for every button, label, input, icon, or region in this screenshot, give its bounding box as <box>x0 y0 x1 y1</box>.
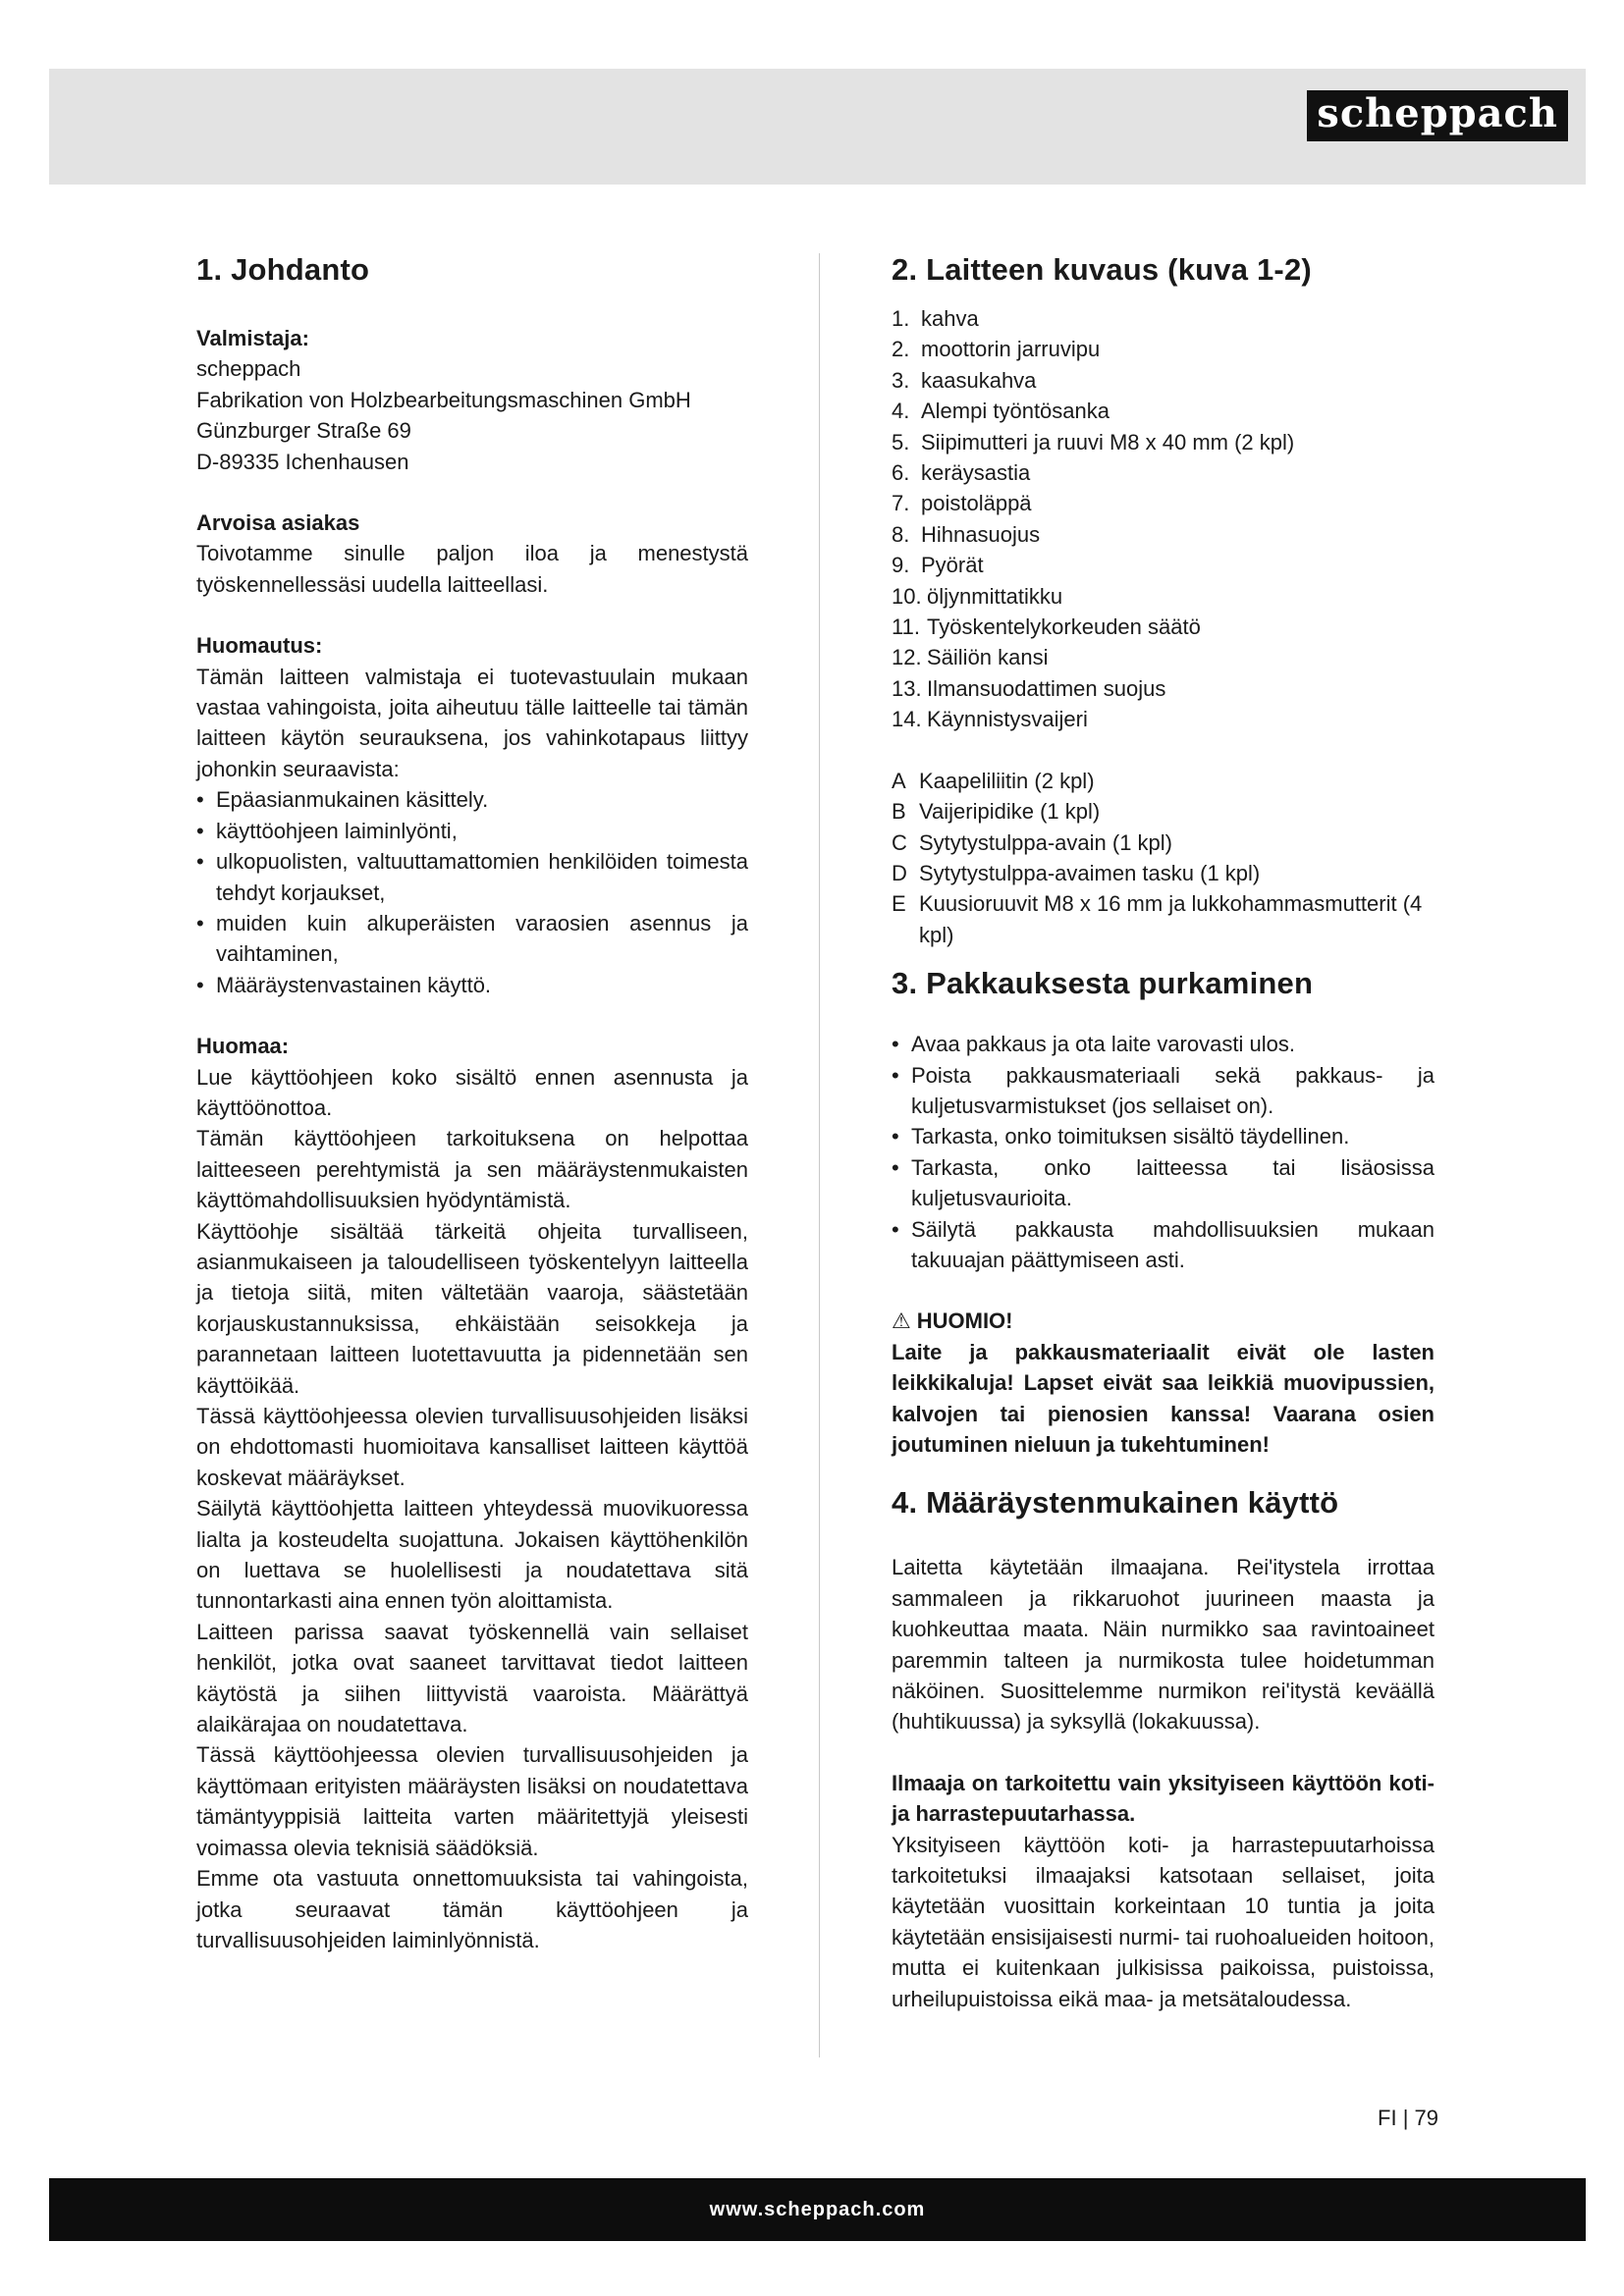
part-label: keräysastia <box>921 460 1031 486</box>
column-divider <box>819 253 820 2057</box>
attention-paragraph: Säilytä käyttöohjetta laitteen yhteydessä muovikuoressa lialta ja kosteudelta suojattuna. Jokaisen käyttöhenkilön on luettava se huolellisesti ja noudatettava sitä tunnontarkasti aina ennen työn aloittamista. <box>196 1496 748 1614</box>
section-heading-unpacking: 3. Pakkauksesta purkaminen <box>892 966 1314 1001</box>
accessories-list <box>892 766 1435 950</box>
part-label: Siipimutteri ja ruuvi M8 x 40 mm (2 kpl) <box>921 429 1295 454</box>
part-label: Hihnasuojus <box>921 521 1041 547</box>
list-item <box>892 673 1435 704</box>
list-item <box>892 365 1435 396</box>
note-bullet-list <box>196 784 748 1000</box>
part-label: kaasukahva <box>921 367 1037 393</box>
intended-use-text: Laitetta käytetään ilmaajana. Rei'itystela irrottaa sammaleen ja rikkaruohot juurineen maasta ja kuohkeuttaa maata. Näin nurmikko saa ravintoaineet paremmin talteen ja nurmikosta tulee hoidetumman näköinen. Suosittelemme nurmikon rei'itystä keväällä (huhtikuussa) ja syksyllä (lokakuussa). <box>892 1555 1435 1735</box>
list-item: • muiden kuin alkuperäisten varaosien asennus ja vaihtaminen, <box>196 908 748 970</box>
list-item <box>892 303 1435 334</box>
accessory-label: Sytytystulppa-avain (1 kpl) <box>919 829 1172 855</box>
intended-use-note: Ilmaaja on tarkoitettu vain yksityiseen käyttöön koti- ja harrastepuutarhassa. <box>892 1770 1435 1827</box>
list-item <box>892 457 1435 488</box>
part-number: 11. <box>892 614 920 640</box>
accessory-letter: A <box>892 768 906 793</box>
list-item: • Epäasianmukainen käsittely. <box>196 784 748 815</box>
accessory-label: Kaapeliliitin (2 kpl) <box>919 768 1095 793</box>
section-heading-intended-use: 4. Määräystenmukainen käyttö <box>892 1485 1339 1521</box>
part-number: 2. <box>892 337 910 362</box>
list-item <box>892 334 1435 364</box>
note-title: Huomautus: <box>196 633 323 659</box>
warning-title: HUOMIO! <box>916 1308 1013 1334</box>
accessory-letter: B <box>892 799 906 825</box>
part-number: 12. <box>892 645 922 670</box>
attention-paragraph: Lue käyttöohjeen koko sisältö ennen asennusta ja käyttöönottoa. <box>196 1064 748 1120</box>
note-block <box>196 630 748 1000</box>
attention-paragraph: Käyttöohje sisältää tärkeitä ohjeita turvalliseen, asianmukaiseen ja taloudelliseen työskentelyyn laitteella ja tietoja siitä, miten vältetään vaaroja, säästetään korjauskustannuksissa, ehkäistään seisokkeja ja parannetaan laitteen luotettavuutta ja pidennetään sen käyttöikää. <box>196 1218 748 1398</box>
list-item: • Säilytä pakkausta mahdollisuuksien mukaan takuuajan päättymiseen asti. <box>892 1214 1435 1276</box>
part-number: 4. <box>892 399 910 424</box>
part-number: 6. <box>892 460 910 486</box>
part-label: moottorin jarruvipu <box>921 337 1101 362</box>
part-number: 13. <box>892 675 922 701</box>
note-text: Tämän laitteen valmistaja ei tuotevastuulain mukaan vastaa vahingoista, joita aiheutuu tälle laitteelle tai tämän laitteen käytön seurauksena, jos vahinkotapaus liittyy johonkin seuraavista: <box>196 664 748 781</box>
customer-title: Arvoisa asiakas <box>196 510 360 536</box>
brand-logo: scheppach <box>1307 90 1568 141</box>
list-item: • Poista pakkausmateriaali sekä pakkaus- ja kuljetusvarmistukset (jos sellaiset on). <box>892 1060 1435 1122</box>
manufacturer-line: Günzburger Straße 69 <box>196 418 411 444</box>
list-item <box>892 766 1435 796</box>
manufacturer-line: D-89335 Ichenhausen <box>196 449 409 474</box>
accessory-label: Vaijeripidike (1 kpl) <box>919 799 1101 825</box>
list-item <box>892 427 1435 457</box>
list-item <box>892 581 1435 612</box>
customer-block <box>196 507 748 600</box>
manufacturer-line: Fabrikation von Holzbearbeitungsmaschinen GmbH <box>196 387 691 412</box>
part-number: 14. <box>892 707 922 732</box>
list-item <box>892 796 1435 827</box>
list-item <box>892 642 1435 672</box>
list-item: • Avaa pakkaus ja ota laite varovasti ulos. <box>892 1029 1435 1059</box>
list-item: • käyttöohjeen laiminlyönti, <box>196 816 748 846</box>
accessory-letter: D <box>892 860 907 885</box>
part-label: Pyörät <box>921 553 984 578</box>
attention-paragraph: Tämän käyttöohjeen tarkoituksena on helpottaa laitteeseen perehtymistä ja sen määräystenmukaisten käyttömahdollisuuksien hyödyntämistä. <box>196 1126 748 1213</box>
attention-block <box>196 1031 748 1955</box>
accessory-letter: E <box>892 891 906 917</box>
attention-title: Huomaa: <box>196 1034 290 1059</box>
list-item <box>892 704 1435 734</box>
part-number: 9. <box>892 553 910 578</box>
part-label: kahva <box>921 306 979 331</box>
section-heading-introduction: 1. Johdanto <box>196 252 370 287</box>
part-label: Säiliön kansi <box>927 645 1049 670</box>
part-label: Työskentelykorkeuden säätö <box>927 614 1201 640</box>
warning-title-row <box>892 1306 1435 1336</box>
section-heading-description: 2. Laitteen kuvaus (kuva 1-2) <box>892 252 1312 287</box>
part-number: 10. <box>892 583 922 609</box>
list-item <box>892 612 1435 642</box>
list-item <box>892 888 1435 950</box>
list-item: • Tarkasta, onko laitteessa tai lisäosissa kuljetusvaurioita. <box>892 1152 1435 1214</box>
part-number: 7. <box>892 491 910 516</box>
warning-block <box>892 1306 1435 1460</box>
attention-paragraph: Tässä käyttöohjeessa olevien turvallisuusohjeiden ja käyttömaan erityisten määräysten lisäksi on noudatettava tämäntyyppisiä laitteita varten määritettyjä yleisesti voimassa olevia teknisiä säädöksiä. <box>196 1742 748 1860</box>
right-column <box>892 250 1435 2014</box>
part-number: 5. <box>892 429 910 454</box>
list-item <box>892 828 1435 858</box>
part-number: 8. <box>892 521 910 547</box>
accessory-letter: C <box>892 829 907 855</box>
accessory-label: Kuusioruuvit M8 x 16 mm ja lukkohammasmutterit (4 kpl) <box>919 891 1423 947</box>
list-item <box>892 519 1435 550</box>
attention-paragraph: Laitteen parissa saavat työskennellä vain sellaiset henkilöt, jotka ovat saaneet tarvittavat tiedot laitteen käytöstä ja siihen liittyvistä vaaroista. Määrättyä alaikärajaa on noudatettava. <box>196 1619 748 1737</box>
header-band <box>49 69 1586 185</box>
manufacturer-line: scheppach <box>196 356 301 382</box>
accessory-label: Sytytystulppa-avaimen tasku (1 kpl) <box>919 860 1261 885</box>
page-number: FI | 79 <box>1378 2106 1438 2130</box>
list-item: • ulkopuolisten, valtuuttamattomien henkilöiden toimesta tehdyt korjaukset, <box>196 846 748 908</box>
part-number: 3. <box>892 367 910 393</box>
part-label: Alempi työntösanka <box>921 399 1110 424</box>
part-label: öljynmittatikku <box>927 583 1063 609</box>
warning-text: Laite ja pakkausmateriaalit eivät ole lasten leikkikaluja! Lapset eivät saa leikkiä muovipussien, kalvojen tai pienosien kanssa! Vaarana osien joutuminen nieluun ja tukehtuminen! <box>892 1339 1435 1457</box>
attention-paragraph: Tässä käyttöohjeessa olevien turvallisuusohjeiden lisäksi on ehdottomasti huomioitava kansalliset laitteen käyttöä koskevat määräykset. <box>196 1404 748 1490</box>
list-item <box>892 488 1435 518</box>
footer-url: www.scheppach.com <box>709 2199 926 2220</box>
unpacking-bullet-list <box>892 1029 1435 1275</box>
list-item <box>892 858 1435 888</box>
warning-triangle-icon: ⚠ <box>892 1308 911 1334</box>
part-label: Ilmansuodattimen suojus <box>927 675 1166 701</box>
list-item: • Määräystenvastainen käyttö. <box>196 970 748 1000</box>
footer-band <box>49 2178 1586 2241</box>
intended-use-text-2: Yksityiseen käyttöön koti- ja harrastepuutarhoissa tarkoitetuksi ilmaajaksi katsotaan sellaiset, joita käytetään vuosittain korkeintaan 10 tuntia ja joita käytetään ensisijaisesti nurmi- tai ruohoalueiden hoitoon, mutta ei kuitenkaan julkisissa paikoissa, puistoissa, urheilupuistoissa eikä maa- ja metsätaloudessa. <box>892 1832 1435 2011</box>
part-label: poistoläppä <box>921 491 1032 516</box>
list-item <box>892 396 1435 426</box>
customer-text: Toivotamme sinulle paljon iloa ja menestystä työskennellessäsi uudella laitteellasi. <box>196 541 748 597</box>
attention-paragraph: Emme ota vastuuta onnettomuuksista tai vahingoista, jotka seuraavat tämän käyttöohjeen ja turvallisuusohjeiden laiminlyönnistä. <box>196 1866 748 1952</box>
manufacturer-title: Valmistaja: <box>196 326 309 350</box>
list-item: • Tarkasta, onko toimituksen sisältö täydellinen. <box>892 1121 1435 1151</box>
part-number: 1. <box>892 306 910 331</box>
list-item <box>892 550 1435 580</box>
parts-list <box>892 303 1435 735</box>
left-column <box>196 250 748 1955</box>
manufacturer-block <box>196 323 748 477</box>
part-label: Käynnistysvaijeri <box>927 707 1088 732</box>
